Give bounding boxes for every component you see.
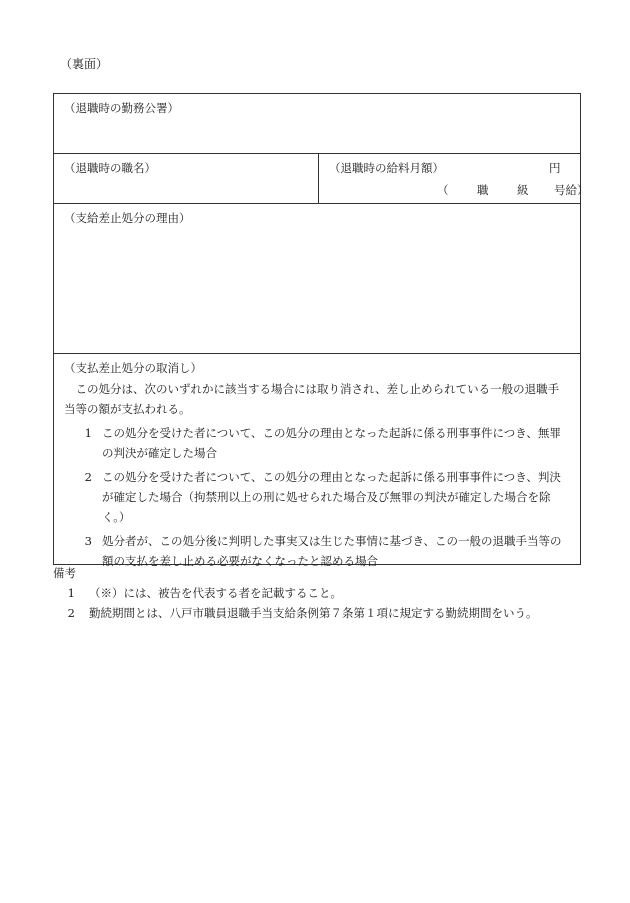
note-text: （※）には、被告を代表する者を記載すること。 xyxy=(89,586,342,600)
item-text: この処分を受けた者について、この処分の理由となった起訴に係る刑事事件につき、判決が確定した場合（拘禁刑以上の刑に処せられた場合及び無罪の判決が確定した場合を除く。） xyxy=(102,470,561,524)
cancellation-item xyxy=(64,423,569,463)
grade-gokyu: 号給） xyxy=(554,183,589,197)
note-text: 勤続期間とは、八戸市職員退職手当支給条例第７条第１項に規定する勤続期間をいう。 xyxy=(89,606,538,620)
job-row xyxy=(54,154,589,204)
grade-kyu: 級 xyxy=(517,183,529,197)
cancellation-item xyxy=(64,467,569,527)
grade-shoku: 職 xyxy=(477,183,489,197)
notes-section xyxy=(53,563,593,623)
grade-paren-open: （ xyxy=(437,183,449,197)
salary-label: （退職時の給料月額） xyxy=(329,161,444,175)
job-title-cell xyxy=(54,154,319,203)
reason-row xyxy=(54,204,580,354)
reason-label: （支給差止処分の理由） xyxy=(64,211,191,225)
item-text: この処分を受けた者について、この処分の理由となった起訴に係る刑事事件につき、無罪の判決が確定した場合 xyxy=(102,426,561,460)
note-number: 2 xyxy=(67,606,75,620)
cancellation-body xyxy=(64,379,569,575)
office-label: （退職時の勤務公署） xyxy=(64,101,179,115)
page-side-label: （裏面） xyxy=(60,57,109,71)
cancellation-intro: この処分は、次のいずれかに該当する場合には取り消され、差し止められている一般の退職手当等の額が支払われる。 xyxy=(64,382,560,416)
note-number: 1 xyxy=(67,586,75,600)
salary-cell xyxy=(319,154,589,203)
item-number: 3 xyxy=(84,534,92,548)
item-number: 1 xyxy=(84,426,92,440)
note-item xyxy=(53,583,593,603)
form-table xyxy=(53,93,589,568)
item-number: 2 xyxy=(84,470,92,484)
cancellation-row xyxy=(54,354,580,568)
cancellation-title: （支払差止処分の取消し） xyxy=(64,361,202,375)
item-text: 処分者が、この処分後に判明した事実又は生じた事情に基づき、この一般の退職手当等の額の支払を差し止める必要がなくなったと認める場合 xyxy=(102,534,562,568)
yen-unit: 円 xyxy=(549,161,561,175)
notes-title: 備考 xyxy=(53,566,76,580)
note-item xyxy=(53,603,593,623)
office-row xyxy=(54,94,580,154)
job-title-label: （退職時の職名） xyxy=(64,161,156,175)
